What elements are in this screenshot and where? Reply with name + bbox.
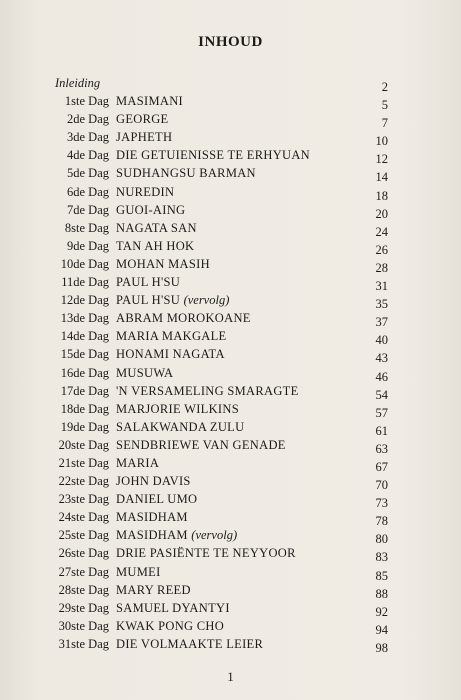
toc-chapter-name: DANIEL UMO: [116, 492, 198, 507]
toc-day-label: 12de Dag: [60, 293, 109, 308]
toc-chapter-title: [116, 436, 286, 454]
toc-day-label: 15de Dag: [60, 347, 109, 362]
toc-day-label: 28ste Dag: [58, 582, 109, 597]
toc-day-label: 23ste Dag: [58, 492, 109, 507]
toc-chapter-name: HONAMI NAGATA: [116, 347, 225, 362]
toc-chapter-title: [116, 291, 229, 309]
toc-chapter-title: [116, 92, 183, 110]
toc-page-number: 5: [381, 98, 388, 113]
toc-chapter-title: [116, 617, 224, 635]
toc-chapter-name: ABRAM MOROKOANE: [116, 311, 251, 326]
toc-page-number: 80: [375, 532, 388, 547]
toc-page-number: 14: [375, 170, 388, 185]
toc-row[interactable]: [0, 345, 461, 366]
toc-day-label: 30ste Dag: [58, 618, 109, 633]
toc-chapter-name: SENDBRIEWE VAN GENADE: [116, 437, 286, 452]
toc-day-label: 8ste Dag: [64, 220, 109, 235]
toc-row[interactable]: [0, 364, 461, 382]
toc-page-number: 57: [375, 405, 388, 420]
toc-intro-row[interactable]: [0, 74, 461, 92]
toc-page-number: 67: [375, 459, 388, 474]
toc-page-number: 94: [375, 622, 388, 637]
toc-row[interactable]: [0, 581, 461, 599]
toc-day-label: 27ste Dag: [58, 564, 109, 579]
toc-page-number: 54: [375, 387, 388, 402]
toc-chapter-name: MUMEI: [116, 564, 161, 579]
toc-row[interactable]: [0, 508, 461, 529]
toc-row[interactable]: [0, 418, 461, 436]
toc-day-label: 22ste Dag: [58, 474, 109, 489]
toc-chapter-name: SALAKWANDA ZULU: [116, 419, 245, 434]
toc-chapter-title: [116, 146, 310, 164]
page-title: INHOUD: [198, 34, 263, 50]
toc-row[interactable]: [0, 128, 461, 149]
toc-page-number: 31: [375, 279, 388, 294]
toc-chapter-title: [116, 110, 169, 128]
toc-row[interactable]: [0, 146, 461, 167]
toc-page-number: 20: [375, 206, 388, 221]
toc-chapter-note: (vervolg): [191, 528, 238, 543]
toc-chapter-name: JOHN DAVIS: [116, 474, 191, 489]
toc-chapter-title: [116, 635, 263, 653]
toc-row[interactable]: [0, 617, 461, 635]
toc-page-number: 63: [375, 441, 388, 456]
toc-chapter-name: 'N VERSAMELING SMARAGTE: [116, 383, 299, 398]
toc-day-label: 16de Dag: [60, 365, 109, 380]
toc-page-number: 35: [375, 297, 388, 312]
toc-chapter-title: [116, 454, 159, 472]
toc-chapter-name: MASIDHAM: [116, 510, 188, 525]
toc-row[interactable]: [0, 92, 461, 113]
toc-chapter-name: DRIE PASIËNTE TE NEYYOOR: [116, 546, 296, 561]
toc-day-label: 20ste Dag: [58, 437, 109, 452]
toc-page-number: 7: [381, 116, 388, 131]
toc-day-label: 26ste Dag: [58, 546, 109, 561]
toc-chapter-title: [116, 164, 256, 182]
toc-chapter-title: [116, 327, 227, 345]
table-of-contents: [0, 74, 461, 653]
toc-chapter-name: MASIDHAM: [116, 528, 188, 543]
toc-chapter-name: MUSUWA: [116, 365, 174, 380]
toc-day-label: 29ste Dag: [58, 600, 109, 615]
toc-row[interactable]: [0, 164, 461, 185]
toc-chapter-title: [116, 183, 174, 201]
toc-chapter-name: TAN AH HOK: [116, 238, 195, 253]
toc-row[interactable]: [0, 201, 461, 219]
toc-row[interactable]: [0, 400, 461, 418]
toc-row[interactable]: [0, 110, 461, 131]
toc-chapter-name: PAUL H'SU: [116, 293, 181, 308]
toc-row[interactable]: [0, 544, 461, 565]
toc-day-label: 2de Dag: [67, 112, 109, 127]
toc-chapter-name: MARIA: [116, 455, 160, 470]
toc-chapter-name: SAMUEL DYANTYI: [116, 600, 230, 615]
toc-chapter-title: [116, 472, 191, 490]
toc-chapter-name: SUDHANGSU BARMAN: [116, 166, 256, 181]
toc-page-number: 83: [375, 550, 388, 565]
toc-page-number: 88: [375, 586, 388, 601]
toc-day-label: 3de Dag: [67, 130, 109, 145]
toc-chapter-title: [116, 418, 244, 436]
toc-chapter-title: [116, 526, 237, 544]
toc-day-label: 5de Dag: [67, 166, 109, 181]
toc-chapter-title: [116, 382, 299, 400]
toc-page-number: 10: [375, 134, 388, 149]
toc-day-label: 9de Dag: [67, 238, 109, 253]
toc-row[interactable]: [0, 382, 461, 400]
toc-chapter-title: [116, 364, 173, 382]
toc-day-label: 31ste Dag: [58, 636, 109, 651]
toc-row[interactable]: [0, 309, 461, 330]
toc-page-number: 73: [375, 496, 388, 511]
toc-chapter-name: DIE VOLMAAKTE LEIER: [116, 636, 264, 651]
toc-chapter-title: [116, 309, 251, 327]
toc-page-number: 61: [375, 423, 388, 438]
toc-day-label: 25ste Dag: [58, 528, 109, 543]
toc-chapter-note: (vervolg): [183, 293, 230, 308]
toc-day-label: 10de Dag: [60, 256, 109, 271]
toc-chapter-name: MARIA MAKGALE: [116, 329, 227, 344]
toc-page-number: 43: [375, 351, 388, 366]
toc-row[interactable]: [0, 255, 461, 273]
toc-row[interactable]: [0, 599, 461, 617]
toc-page-number: 28: [375, 260, 388, 275]
toc-day-label: 24ste Dag: [58, 510, 109, 525]
toc-day-label: 13de Dag: [60, 311, 109, 326]
toc-page-number: 85: [375, 568, 388, 583]
toc-page-number: 40: [375, 333, 388, 348]
toc-page-number: 37: [375, 315, 388, 330]
toc-row[interactable]: [0, 183, 461, 201]
toc-chapter-name: MARY REED: [116, 582, 191, 597]
toc-chapter-title: [116, 544, 296, 562]
toc-page-number: 18: [375, 188, 388, 203]
toc-page-number: 24: [375, 224, 388, 239]
toc-chapter-title: [116, 201, 185, 219]
toc-page-number: 26: [375, 242, 388, 257]
toc-chapter-name: MASIMANI: [116, 94, 183, 109]
toc-day-label: 4de Dag: [67, 148, 109, 163]
toc-chapter-name: GUOI-AING: [116, 202, 186, 217]
toc-row[interactable]: [0, 327, 461, 348]
toc-chapter-title: [116, 219, 197, 237]
toc-day-label: 11de Dag: [61, 275, 109, 290]
toc-chapter-title: [116, 255, 210, 273]
toc-day-label: 17de Dag: [60, 383, 109, 398]
toc-chapter-title: [116, 273, 180, 291]
toc-chapter-title: [116, 345, 225, 363]
toc-page-number: 70: [375, 478, 388, 493]
toc-day-label: 19de Dag: [60, 419, 109, 434]
toc-page-number: 92: [375, 604, 388, 619]
toc-row[interactable]: [0, 563, 461, 581]
page-number: 1: [227, 669, 234, 684]
toc-intro-page: 2: [381, 80, 388, 94]
toc-day-label: 14de Dag: [60, 329, 109, 344]
toc-row[interactable]: [0, 526, 461, 547]
toc-page-number: 98: [375, 640, 388, 655]
toc-intro-label: Inleiding: [55, 76, 101, 90]
toc-page-number: 46: [375, 369, 388, 384]
toc-chapter-name: KWAK PONG CHO: [116, 618, 225, 633]
toc-page-number: 12: [375, 152, 388, 167]
toc-chapter-title: [116, 490, 197, 508]
toc-chapter-name: GEORGE: [116, 112, 169, 127]
toc-chapter-title: [116, 599, 230, 617]
toc-row[interactable]: [0, 273, 461, 294]
toc-row[interactable]: [0, 436, 461, 454]
toc-day-label: 1ste Dag: [64, 94, 109, 109]
toc-chapter-name: NAGATA SAN: [116, 220, 197, 235]
toc-chapter-title: [116, 508, 188, 526]
toc-chapter-title: [116, 581, 191, 599]
toc-page-number: 78: [375, 514, 388, 529]
toc-chapter-name: MARJORIE WILKINS: [116, 401, 239, 416]
toc-row[interactable]: [0, 635, 461, 653]
toc-chapter-title: [116, 128, 172, 146]
toc-row[interactable]: [0, 237, 461, 255]
toc-day-label: 6de Dag: [67, 184, 109, 199]
toc-chapter-title: [116, 563, 161, 581]
toc-row[interactable]: [0, 291, 461, 312]
toc-chapter-name: DIE GETUIENISSE TE ERHYUAN: [116, 148, 311, 163]
toc-row[interactable]: [0, 490, 461, 511]
toc-chapter-name: MOHAN MASIH: [116, 256, 210, 271]
toc-row[interactable]: [0, 219, 461, 237]
toc-row[interactable]: [0, 454, 461, 472]
toc-chapter-name: PAUL H'SU: [116, 275, 181, 290]
toc-day-label: 7de Dag: [67, 202, 109, 217]
toc-row[interactable]: [0, 472, 461, 493]
toc-chapter-title: [116, 400, 239, 418]
toc-chapter-name: JAPHETH: [116, 130, 173, 145]
toc-day-label: 18de Dag: [60, 401, 109, 416]
toc-day-label: 21ste Dag: [58, 455, 109, 470]
toc-chapter-title: [116, 237, 194, 255]
toc-chapter-name: NUREDIN: [116, 184, 175, 199]
